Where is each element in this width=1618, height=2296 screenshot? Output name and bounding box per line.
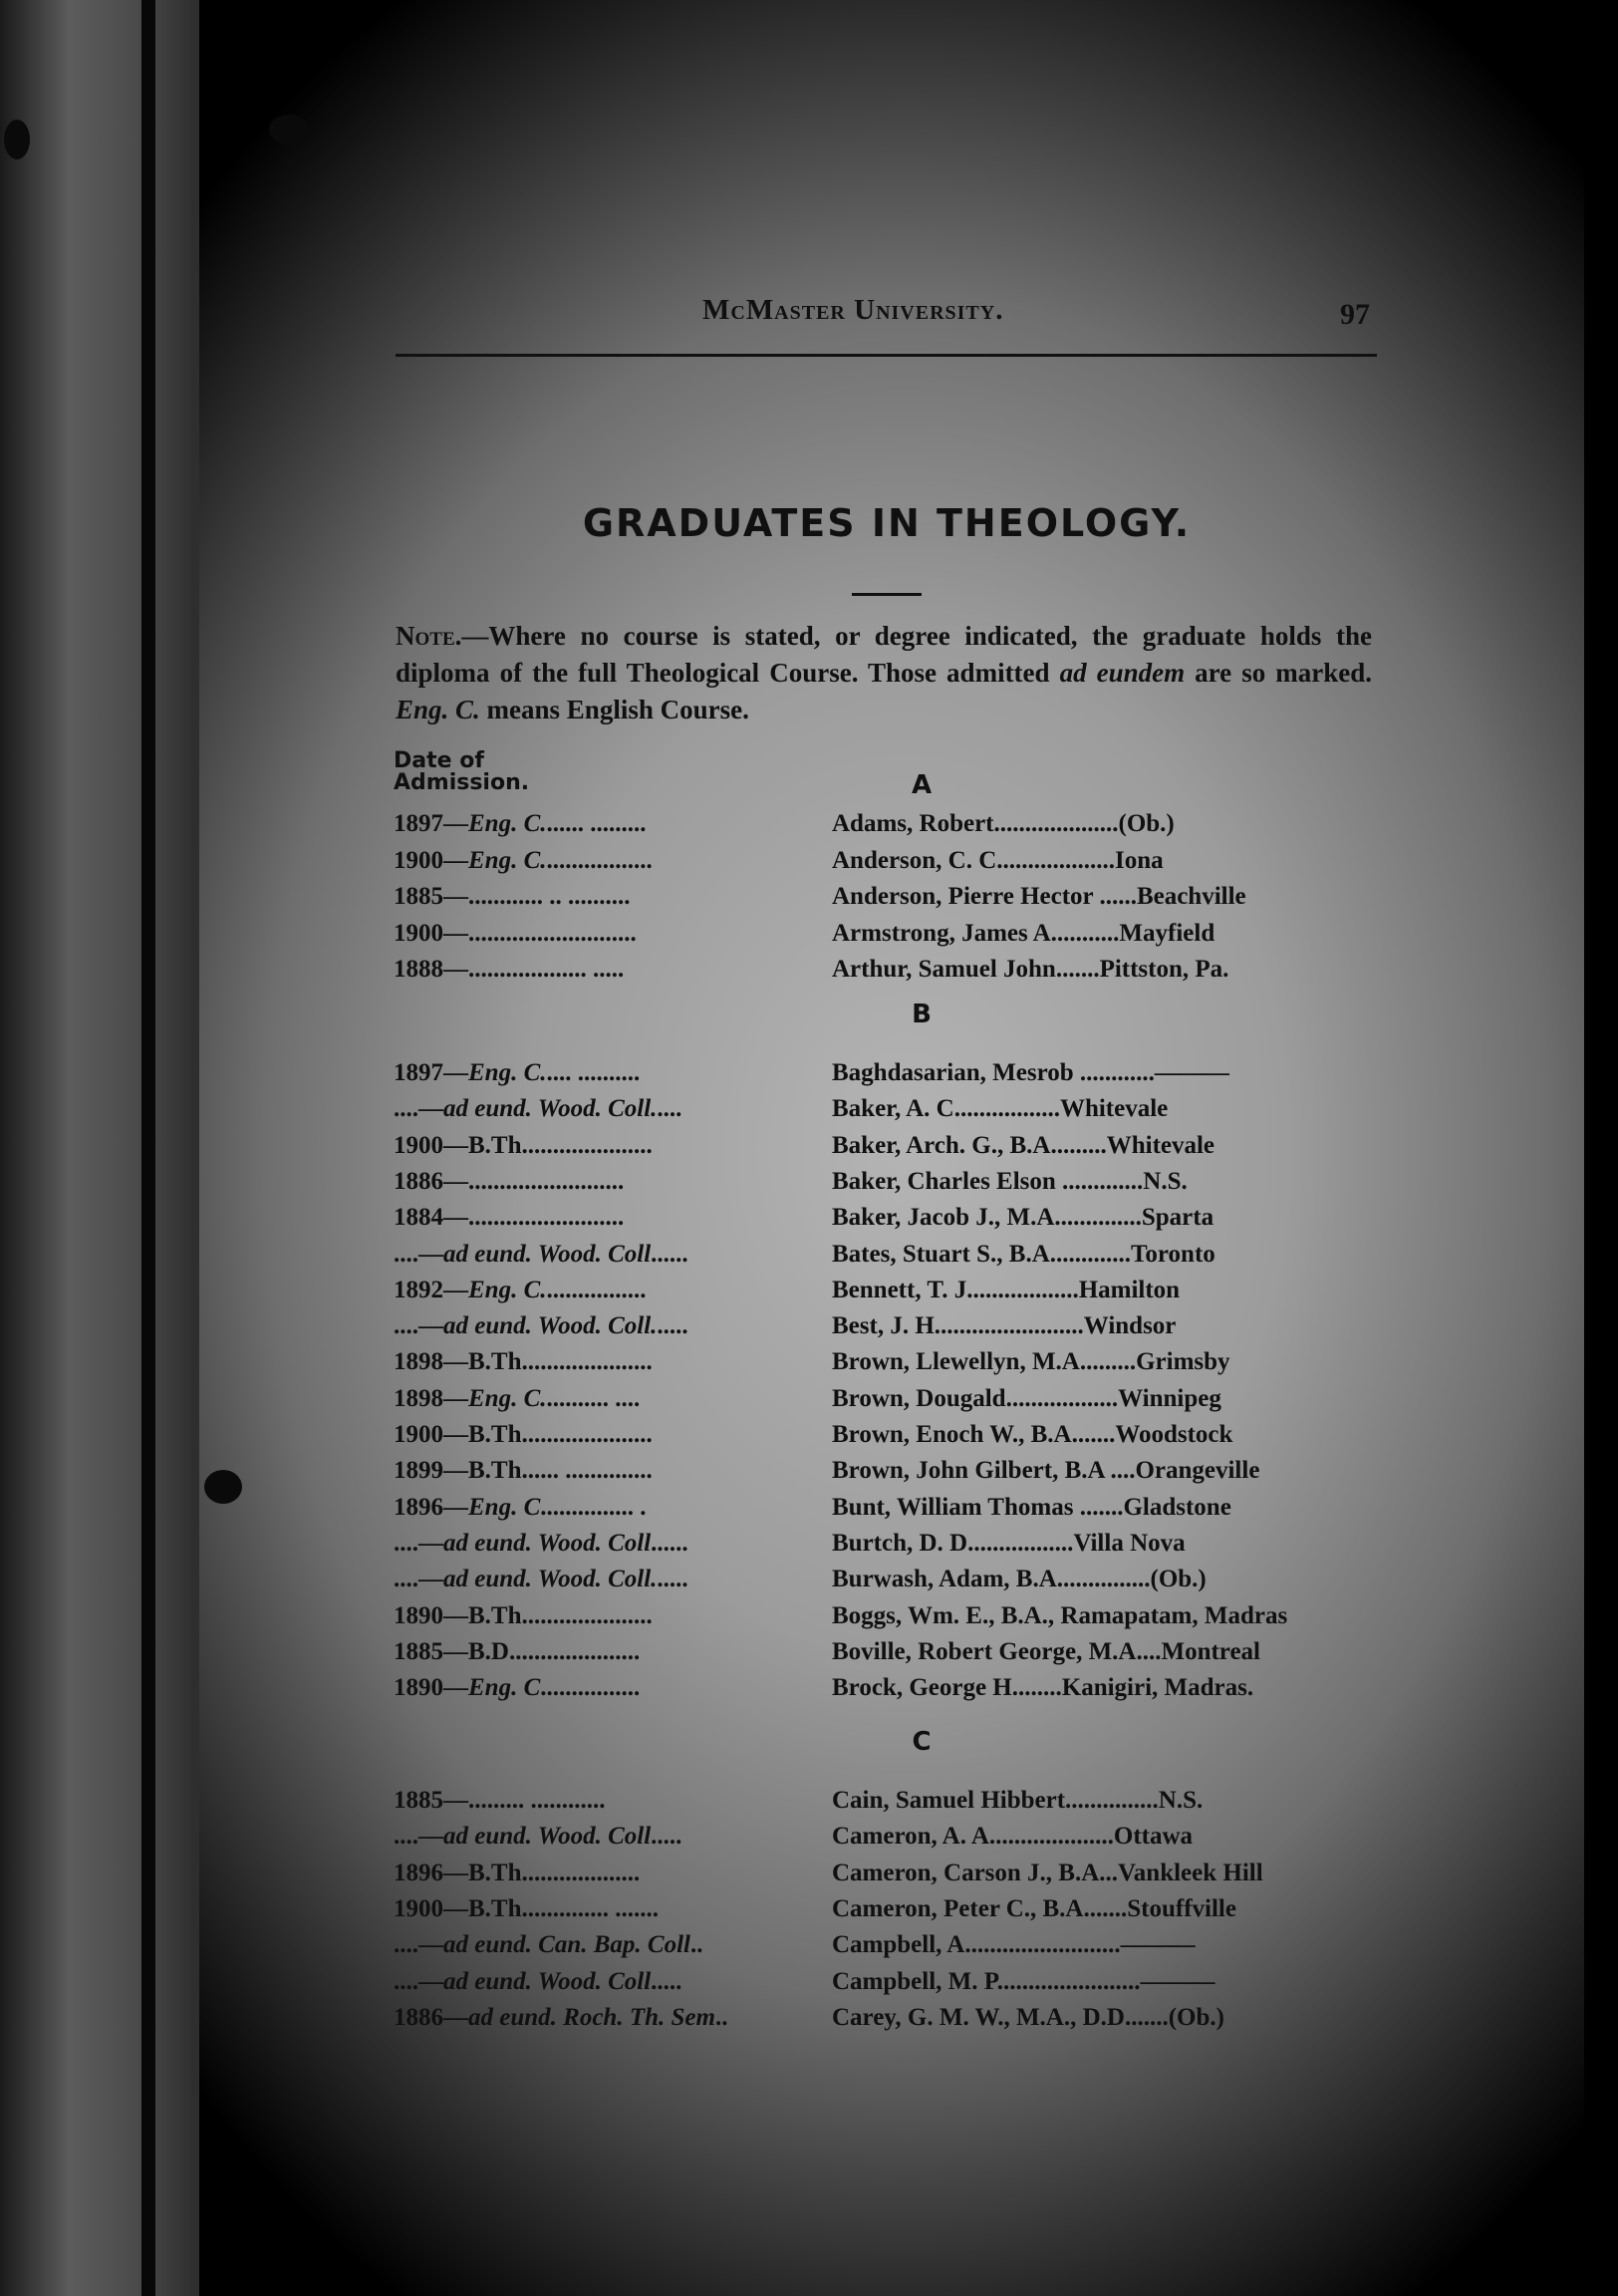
graduate-entry (394, 1385, 1380, 1421)
graduate-entry (394, 1421, 1380, 1457)
graduate-name: Cain, Samuel Hibbert...............N.S. (832, 1787, 1204, 1814)
graduate-name: Cameron, A. A....................Ottawa (832, 1823, 1194, 1851)
graduate-name: Baghdasarian, Mesrob ............——— (832, 1059, 1229, 1086)
graduate-entry (394, 1132, 1380, 1168)
graduate-name: Brown, Enoch W., B.A.......Woodstock (832, 1421, 1233, 1448)
graduate-name: Arthur, Samuel John.......Pittston, Pa. (832, 956, 1229, 983)
graduate-entry (394, 1823, 1380, 1859)
course: Eng. C (468, 1493, 541, 1521)
column-header (394, 750, 529, 794)
admission-date: 1892—Eng. C................. (394, 1276, 647, 1303)
graduate-name: Bates, Stuart S., B.A.............Toronto (832, 1240, 1215, 1268)
graduate-name: Boggs, Wm. E., B.A., Ramapatam, Madras (832, 1601, 1288, 1629)
course: Eng. C. (468, 1059, 547, 1086)
note-ad-eundem: ad eundem (1059, 658, 1186, 688)
admission-date: 1888—................... ..... (394, 956, 625, 983)
admission-date: 1896—Eng. C............... . (394, 1493, 647, 1521)
graduate-entry (394, 1457, 1380, 1493)
note-eng-c: Eng. C. (396, 695, 480, 724)
admission-date: 1896—B.Th................... (394, 1859, 641, 1886)
course: B.Th (468, 1348, 522, 1376)
admission-date: 1884—......................... (394, 1204, 625, 1232)
course: ad eund. Wood. Coll (443, 1967, 652, 1995)
course: B.Th (468, 1457, 522, 1485)
graduate-entry (394, 847, 1380, 883)
column-header-line2: Admission. (394, 770, 530, 795)
course: Eng. C. (468, 1384, 547, 1412)
note-text-1: —Where no course is stated, or degree indicated, the graduate holds the diploma of the full Theological Course. Those admitted (396, 621, 1372, 688)
graduate-name: Adams, Robert....................(Ob.) (832, 810, 1175, 837)
page-number: 97 (1340, 298, 1370, 331)
graduate-name: Anderson, C. C...................Iona (832, 846, 1164, 874)
ink-blot (204, 1470, 242, 1504)
course: Eng. C. (468, 1276, 547, 1303)
graduate-entry (394, 1895, 1380, 1931)
graduate-name: Brown, Dougald..................Winnipeg (832, 1384, 1221, 1412)
title-rule (852, 593, 922, 596)
admission-date: 1885—B.D..................... (394, 1637, 641, 1665)
admission-date: ....—ad eund. Wood. Coll..... (394, 1095, 682, 1123)
graduate-entry (394, 1530, 1380, 1566)
right-border (1584, 0, 1618, 2296)
graduate-name: Brock, George H........Kanigiri, Madras. (832, 1674, 1254, 1702)
section-letter-c: C (912, 1727, 932, 1757)
graduate-entry (394, 1566, 1380, 1601)
graduate-entry (394, 810, 1380, 846)
course: Eng. C (468, 1674, 541, 1702)
note-text-2: are so marked. (1185, 658, 1372, 688)
section-letter-b: B (912, 1000, 932, 1029)
admission-date: ....—ad eund. Wood. Coll...... (394, 1240, 688, 1268)
course: B.D (468, 1637, 509, 1665)
admission-date: 1886—......................... (394, 1167, 625, 1195)
admission-date: 1900—B.Th..................... (394, 1131, 653, 1159)
admission-date: 1900—Eng. C.................. (394, 846, 653, 874)
admission-date: 1900—B.Th..................... (394, 1421, 653, 1448)
graduate-entry (394, 1348, 1380, 1384)
graduate-name: Boville, Robert George, M.A....Montreal (832, 1637, 1260, 1665)
graduate-name: Baker, Jacob J., M.A..............Sparta (832, 1204, 1214, 1232)
admission-date: 1890—Eng. C................ (394, 1674, 641, 1702)
graduate-name: Campbell, M. P.......................——— (832, 1967, 1215, 1995)
graduate-entry (394, 1312, 1380, 1348)
graduate-name: Anderson, Pierre Hector ......Beachville (832, 883, 1246, 910)
admission-date: 1900—........................... (394, 919, 637, 947)
admission-date: 1898—Eng. C........... .... (394, 1384, 641, 1412)
page-gutter (191, 0, 199, 2296)
header-rule (396, 354, 1377, 357)
graduate-name: Best, J. H........................Windsor (832, 1312, 1177, 1340)
course: Eng. C. (468, 810, 547, 837)
running-head: McMaster University. (702, 294, 1004, 326)
graduate-name: Baker, Arch. G., B.A.........Whitevale (832, 1131, 1215, 1159)
admission-date: 1898—B.Th..................... (394, 1348, 653, 1376)
note-paragraph (396, 618, 1372, 728)
graduate-entry (394, 1168, 1380, 1204)
course: ad eund. Wood. Coll. (443, 1095, 658, 1123)
graduate-entry (394, 2004, 1380, 2040)
graduate-name: Burtch, D. D.................Villa Nova (832, 1529, 1186, 1557)
admission-date: 1886—ad eund. Roch. Th. Sem.. (394, 2003, 728, 2031)
graduate-name: Burwash, Adam, B.A...............(Ob.) (832, 1566, 1207, 1593)
graduate-name: Baker, A. C.................Whitevale (832, 1095, 1169, 1123)
course: ad eund. Can. Bap. Coll (443, 1931, 690, 1959)
graduate-entry (394, 1787, 1380, 1823)
admission-date: 1885—............ .. .......... (394, 883, 631, 910)
course: B.Th (468, 1894, 522, 1922)
graduate-entry (394, 1059, 1380, 1095)
page-title: GRADUATES IN THEOLOGY. (582, 501, 1192, 545)
column-header-line1: Date of (394, 748, 484, 773)
graduate-name: Carey, G. M. W., M.A., D.D.......(Ob.) (832, 2003, 1224, 2031)
graduate-entry (394, 1095, 1380, 1131)
book-page (394, 284, 1375, 2078)
note-text-3: means English Course. (479, 695, 749, 724)
course: ad eund. Wood. Coll (443, 1529, 652, 1557)
graduate-name: Bunt, William Thomas .......Gladstone (832, 1493, 1231, 1521)
ink-blot (269, 115, 309, 144)
course: B.Th (468, 1131, 522, 1159)
admission-date: ....—ad eund. Wood. Coll...... (394, 1312, 688, 1340)
course: B.Th (468, 1859, 522, 1886)
course: B.Th (468, 1601, 522, 1629)
graduate-entry (394, 1277, 1380, 1312)
graduate-name: Armstrong, James A...........Mayfield (832, 919, 1215, 947)
graduate-entry (394, 1931, 1380, 1967)
graduate-entry (394, 1674, 1380, 1710)
admission-date: ....—ad eund. Wood. Coll...... (394, 1566, 688, 1593)
course: Eng. C. (468, 846, 547, 874)
admission-date: ....—ad eund. Can. Bap. Coll.. (394, 1931, 703, 1959)
admission-date: ....—ad eund. Wood. Coll..... (394, 1967, 682, 1995)
graduate-entry (394, 1494, 1380, 1530)
admission-date: ....—ad eund. Wood. Coll..... (394, 1823, 682, 1851)
admission-date: 1897—Eng. C..... .......... (394, 1059, 641, 1086)
facing-page-edge (0, 0, 199, 2296)
admission-date: 1890—B.Th..................... (394, 1601, 653, 1629)
graduate-entry (394, 1860, 1380, 1895)
graduate-name: Campbell, A.........................——— (832, 1931, 1196, 1959)
graduate-name: Bennett, T. J..................Hamilton (832, 1276, 1181, 1303)
admission-date: 1900—B.Th.............. ....... (394, 1894, 660, 1922)
graduate-name: Cameron, Carson J., B.A...Vankleek Hill (832, 1859, 1263, 1886)
graduate-name: Brown, Llewellyn, M.A.........Grimsby (832, 1348, 1230, 1376)
graduate-entry (394, 956, 1380, 992)
graduate-entry (394, 883, 1380, 919)
ink-blot (4, 120, 30, 159)
course: ad eund. Wood. Coll. (443, 1566, 658, 1593)
graduate-name: Brown, John Gilbert, B.A ....Orangeville (832, 1457, 1260, 1485)
admission-date: 1899—B.Th...... .............. (394, 1457, 653, 1485)
course: ad eund. Wood. Coll. (443, 1312, 658, 1340)
graduate-entry (394, 920, 1380, 956)
section-letter-a: A (911, 770, 933, 800)
course: ad eund. Wood. Coll (443, 1823, 652, 1851)
graduate-entry (394, 1241, 1380, 1277)
graduate-entry (394, 1602, 1380, 1638)
book-spine-shadow (141, 0, 155, 2296)
admission-date: ....—ad eund. Wood. Coll...... (394, 1529, 688, 1557)
graduate-entry (394, 1968, 1380, 2004)
graduate-name: Cameron, Peter C., B.A.......Stouffville (832, 1894, 1236, 1922)
course: B.Th (468, 1421, 522, 1448)
graduate-entry (394, 1638, 1380, 1674)
admission-date: 1897—Eng. C....... ......... (394, 810, 647, 837)
course: ad eund. Roch. Th. Sem (468, 2003, 715, 2031)
admission-date: 1885—......... ............ (394, 1787, 606, 1814)
graduate-entry (394, 1204, 1380, 1240)
note-lead: Note. (396, 621, 462, 651)
course: ad eund. Wood. Coll (443, 1240, 652, 1268)
graduate-name: Baker, Charles Elson .............N.S. (832, 1167, 1188, 1195)
